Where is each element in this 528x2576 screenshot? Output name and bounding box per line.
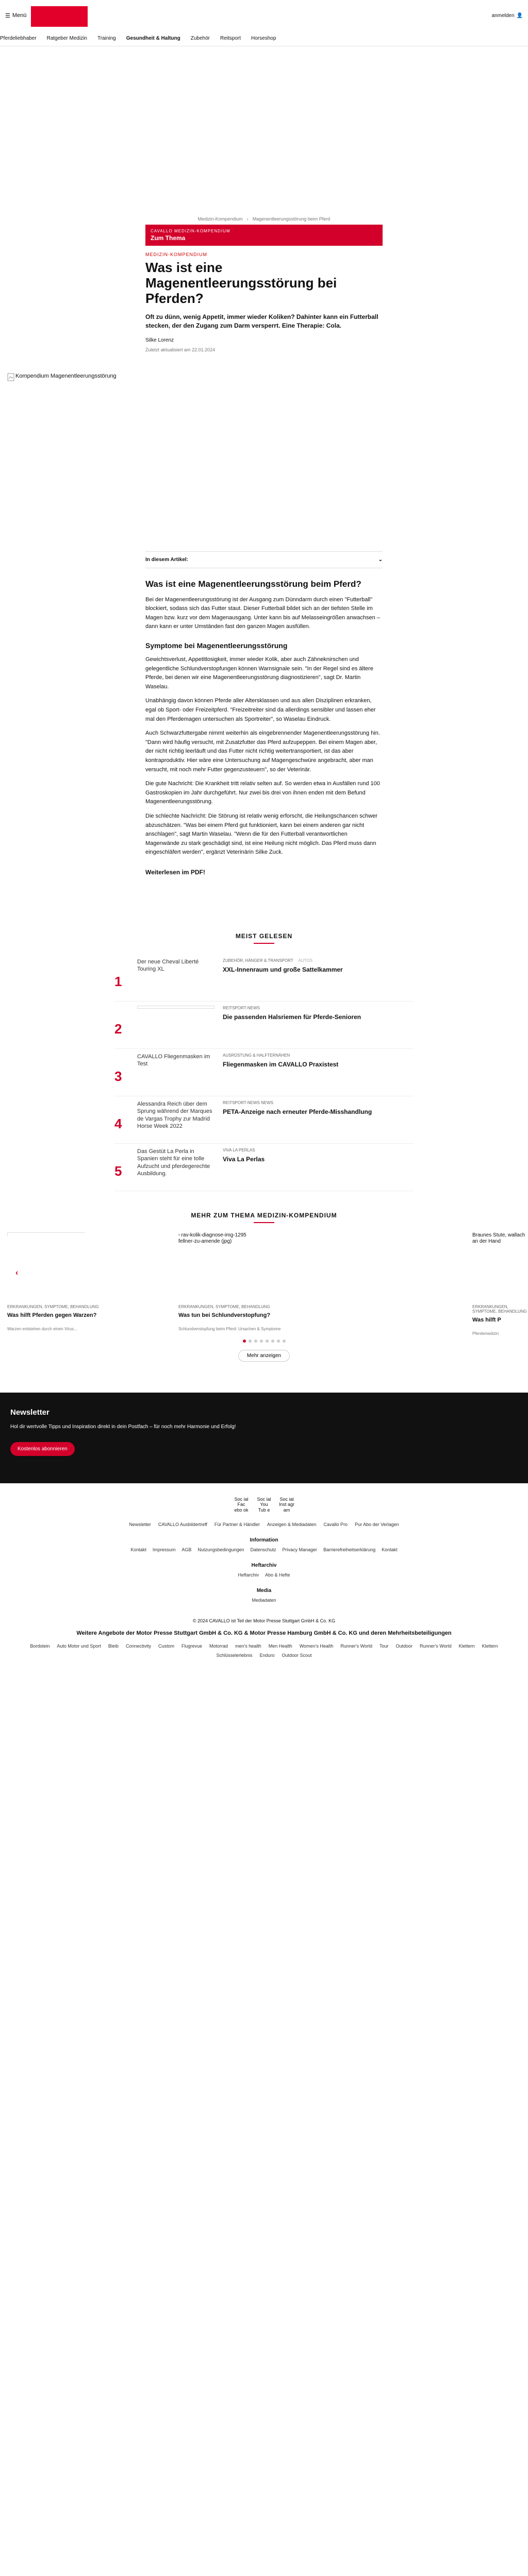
- carousel-image-alt: rav-kolik-diagnose-img-1295 fellner-zu-amende (jpg): [178, 1232, 246, 1245]
- paragraph: Auch Schwarzfuttergabe nimmt weiterhin als eingebrennender Magenentleerungsstörung hin. "Dann wird häufig versucht, mit Zusatzfutter das Pferd aufzupeppen. Bei einem Magen aber, der nicht richtig leerläuft und das Futter nicht richtig weitertransportiert, ist das aber kontraproduktiv. Hier wäre eine Untersuchung auf Magengeschwüre angebracht, aber man versucht, mit noch mehr Futter gegenzusteuern", so der Veterinär.: [145, 730, 380, 773]
- teaser-kicker: [223, 1148, 414, 1153]
- account-area[interactable]: [492, 13, 523, 19]
- brand-link[interactable]: Motorrad: [209, 1643, 228, 1649]
- toc-label: In diesem Artikel:: [145, 557, 188, 563]
- login-label: anmelden: [491, 12, 515, 19]
- card-title: Was hilft Pferden gegen Warzen?: [7, 1312, 97, 1318]
- teaser-image[interactable]: [137, 1053, 214, 1092]
- more-theme-section: [0, 1212, 528, 1362]
- newsletter-subscribe-button[interactable]: Kostenlos abonnieren: [10, 1442, 75, 1456]
- brand-link[interactable]: Bordstein: [30, 1643, 50, 1649]
- teaser-kicker: [223, 1006, 414, 1010]
- brand-link[interactable]: men's health: [235, 1643, 261, 1649]
- main-navigation: [0, 31, 528, 46]
- nav-item[interactable]: Ratgeber Medizin: [46, 36, 87, 41]
- brand-link[interactable]: Custom: [158, 1643, 174, 1649]
- most-read-item[interactable]: [114, 1049, 414, 1096]
- footer-link[interactable]: Impressum: [152, 1547, 176, 1553]
- brand-link[interactable]: Outdoor Scout: [282, 1652, 312, 1658]
- brand-link[interactable]: Men Health: [268, 1643, 292, 1649]
- social-links: [0, 1497, 528, 1513]
- subsection-heading: Symptome bei Magenentleerungsstörung: [145, 641, 288, 650]
- teaser-image[interactable]: [137, 1100, 214, 1139]
- footer-heft-links: [0, 1572, 528, 1578]
- card-subtitle: Pferdemedizin: [472, 1331, 499, 1336]
- carousel-dot[interactable]: [283, 1340, 286, 1343]
- carousel-dot[interactable]: [254, 1340, 257, 1343]
- carousel-card[interactable]: [178, 1304, 333, 1331]
- article-title: Was ist eine Magenentleerungsstörung bei Pferden?: [145, 260, 337, 306]
- teaser-title: PETA-Anzeige nach erneuter Pferde-Misshandlung: [223, 1108, 372, 1115]
- paragraph: Die gute Nachricht: Die Krankheit tritt relativ selten auf. So werden etwa in Ausfällen rund 100 Gastroskopien im Jahr durchgeführt. Nur zwei bis drei von ihnen enden mit dem Befund Magenentleerungsstörung.: [145, 781, 380, 805]
- brand-link[interactable]: Tour: [379, 1643, 389, 1649]
- carousel-dot[interactable]: [277, 1340, 280, 1343]
- carousel-card-image[interactable]: [472, 1232, 528, 1245]
- carousel-image-alt: Braunes Stute, wallach an der Hand: [472, 1232, 525, 1245]
- card-subtitle: Schlundverstopfung beim Pferd: Ursachen & Symptome: [178, 1326, 281, 1331]
- pdf-link[interactable]: Weiterlesen im PDF!: [145, 868, 205, 876]
- publish-date: Zuletzt aktualisiert am 22.01.2024: [145, 347, 216, 353]
- footer-heft-group: [0, 1563, 528, 1578]
- nav-item[interactable]: Reitsport: [220, 36, 241, 41]
- brand-link[interactable]: Outdoor: [395, 1643, 413, 1649]
- card-kicker: ERKRANKUNGEN, SYMPTOME, BEHANDLUNG: [178, 1304, 270, 1309]
- table-of-contents[interactable]: [145, 551, 383, 568]
- teaser-kicker-text: AUSRÜSTUNG & HALFTERNÄHEN: [223, 1053, 290, 1058]
- nav-item[interactable]: Horseshop: [251, 36, 276, 41]
- image-placeholder: [7, 1232, 85, 1236]
- teaser-kicker-text: REITSPORT-NEWS NEWS: [223, 1100, 274, 1105]
- paragraph: Gewichtsverlust, Appetitlosigkeit, immer wieder Kolik, aber auch Zähneknirschen und gelegentliche Schlundverstopfungen können Warnsignale sein. "In der Regel sind es ältere Pferde, bei denen wir eine Magenentleerungsstörung diagnostizieren", sagt Dr. Martin Waselau.: [145, 656, 373, 690]
- nav-item[interactable]: Pferdeliebhaber: [0, 36, 37, 41]
- footer-link[interactable]: Mediadaten: [252, 1598, 276, 1603]
- brand-link[interactable]: Enduro: [259, 1652, 275, 1658]
- rank-number: 3: [114, 1068, 122, 1084]
- brand-link[interactable]: Klettern: [482, 1643, 498, 1649]
- brand-link[interactable]: Schlüsselerlebnis: [216, 1652, 253, 1658]
- teaser-text: [214, 958, 414, 973]
- teaser-image[interactable]: [137, 1006, 214, 1009]
- teaser-kicker: [223, 1100, 414, 1105]
- teaser-text: [214, 1100, 414, 1115]
- footer-link[interactable]: AGB: [182, 1547, 192, 1553]
- carousel-card[interactable]: [472, 1304, 528, 1336]
- user-icon: 👤: [516, 12, 523, 19]
- author-name[interactable]: Silke Lorenz: [145, 337, 174, 344]
- teaser-kicker-text: VIVA LA PERLAS: [223, 1147, 255, 1153]
- footer-link[interactable]: Datenschutz: [250, 1547, 276, 1553]
- footer-link[interactable]: Barrierefreiheitserklärung: [323, 1547, 376, 1553]
- nav-item[interactable]: Gesundheit & Haltung: [126, 36, 180, 41]
- card-title: Was hilft P: [472, 1316, 501, 1323]
- teaser-text: [214, 1053, 414, 1068]
- most-read-item[interactable]: [114, 1096, 414, 1144]
- rank-number: 5: [114, 1163, 122, 1179]
- chevron-down-icon: ⌄: [378, 557, 383, 563]
- teaser-title: Die passenden Halsriemen für Pferde-Senioren: [223, 1013, 361, 1021]
- carousel-dot[interactable]: [266, 1340, 269, 1343]
- banner-theme: Zum Thema: [151, 234, 186, 242]
- teaser-kicker-text: REITSPORT-NEWS: [223, 1005, 260, 1010]
- breadcrumb-item[interactable]: Magenentleerungsstörung beim Pferd: [252, 216, 331, 222]
- teaser-text: [214, 1148, 414, 1163]
- teaser-image-alt: Das Gestüt La Perla in Spanien steht für eine tolle Aufzucht und pferdegerechte Ausbildung.: [137, 1148, 210, 1177]
- social-link[interactable]: [279, 1497, 294, 1513]
- banner-kicker: CAVALLO MEDIZIN-KOMPENDIUM: [151, 229, 230, 233]
- brand-link[interactable]: Connectivity: [125, 1643, 151, 1649]
- card-kicker: ERKRANKUNGEN, SYMPTOME, BEHANDLUNG: [7, 1304, 99, 1309]
- title-underline: [254, 1222, 274, 1223]
- footer-link[interactable]: Für Partner & Händler: [214, 1522, 260, 1528]
- newsletter-description: Hol dir wertvolle Tipps und Inspiration direkt in dein Postfach – für noch mehr Harmonie und Erfolg!: [10, 1423, 236, 1430]
- teaser-image-alt: Der neue Cheval Liberté Touring XL: [137, 958, 199, 973]
- footer: [0, 1522, 528, 1658]
- breadcrumb-item[interactable]: Medizin-Kompendium: [197, 216, 243, 222]
- cavallo-logo[interactable]: [31, 6, 88, 27]
- rank-number: 1: [114, 973, 122, 989]
- card-title: Was tun bei Schlundverstopfung?: [178, 1312, 271, 1318]
- carousel-card-image[interactable]: [7, 1232, 85, 1236]
- social-facebook-icon: Soc ial Fac ebo ok: [234, 1496, 249, 1513]
- broken-image-icon: ▫: [178, 1232, 180, 1238]
- brand-link[interactable]: Women's Health: [299, 1643, 334, 1649]
- teaser-title: Viva La Perlas: [223, 1155, 265, 1163]
- newsletter-section: [0, 1393, 528, 1483]
- nav-item[interactable]: Zubehör: [190, 36, 210, 41]
- footer-link[interactable]: Pur Abo der Verlagen: [355, 1522, 399, 1528]
- card-kicker: ERKRANKUNGEN, SYMPTOME, BEHANDLUNG: [472, 1304, 527, 1314]
- copyright: © 2024 CAVALLO ist Teil der Motor Presse Stuttgart GmbH & Co. KG: [192, 1618, 336, 1624]
- brand-link[interactable]: Runner's World: [340, 1643, 372, 1649]
- brand-link[interactable]: Flugrevue: [181, 1643, 203, 1649]
- paragraph: Bei der Magenentleerungsstörung ist der Ausgang zum Dünndarm durch einen "Futterball" blockiert, sodass sich das Futter staut. Dieser Futterball bildet sich an der tiefsten Stelle im Magen bzw. kurz vor dem Magenausgang. Unter kann bis auf Melasseingrößen anwachsen – dann kann er unter Umständen fast den ganzen Magen ausfüllen.: [145, 596, 380, 630]
- footer-group-heading: Heftarchiv: [251, 1563, 277, 1569]
- teaser-kicker: [223, 958, 414, 963]
- most-read-title: [0, 933, 528, 944]
- carousel-dot[interactable]: [249, 1340, 252, 1343]
- more-theme-title-text: MEHR ZUM THEMA MEDIZIN-KOMPENDIUM: [191, 1211, 337, 1219]
- footer-link[interactable]: CAVALLO Ausbildertreff: [158, 1522, 207, 1528]
- teaser-image[interactable]: [137, 1148, 214, 1187]
- hamburger-icon: ☰: [5, 12, 10, 19]
- section-heading: Was ist eine Magenentleerungsstörung beim Pferd?: [145, 579, 361, 589]
- menu-button[interactable]: [5, 12, 26, 19]
- footer-info-links: [0, 1547, 528, 1552]
- footer-links: [0, 1522, 528, 1527]
- card-subtitle: Warzen entstehen durch einen Virus...: [7, 1326, 77, 1331]
- carousel-prev-icon[interactable]: ‹: [15, 1268, 19, 1277]
- paragraph: Die schlechte Nachricht: Die Störung ist relativ wenig erforscht, die Heilungschancen schwer abzuschätzen. "Was bei einem Pferd gut funktioniert, kann bei einem anderen gar nicht anschlagen", sagt Martin Waselau. "Wenn die für den Futterball verantwortlichen Magenwände zu stark geschädigt sind, ist eine Heilung nicht möglich. Das Pferd muss dann eingeschläfert werden", ergänzt Veterinärin Silke Zuck.: [145, 813, 377, 856]
- article-header: [145, 225, 383, 352]
- most-read-title-text: MEIST GELESEN: [235, 932, 293, 940]
- footer-link[interactable]: Anzeigen & Mediadaten: [267, 1522, 317, 1528]
- footer-group-heading: Information: [250, 1537, 278, 1544]
- footer-link[interactable]: Cavallo Pro: [323, 1522, 348, 1528]
- ad-space: [0, 46, 528, 216]
- theme-banner[interactable]: [145, 225, 383, 246]
- rank-number: 4: [114, 1115, 122, 1131]
- teaser-carousel: [0, 1232, 528, 1335]
- teaser-image-alt: CAVALLO Fliegenmasken im Test: [137, 1053, 210, 1067]
- carousel-dot[interactable]: [243, 1340, 246, 1343]
- more-theme-title: [0, 1212, 528, 1223]
- footer-link[interactable]: Newsletter: [129, 1522, 151, 1528]
- publisher-note: Weitere Angebote der Motor Presse Stuttgart GmbH & Co. KG & Motor Presse Hamburg GmbH & Co. KG und deren Mehrheitsbeteiligungen: [76, 1630, 452, 1637]
- brand-link[interactable]: Klettern: [458, 1643, 475, 1649]
- footer-link[interactable]: Kontakt: [382, 1547, 398, 1553]
- most-read-item[interactable]: [114, 1144, 414, 1191]
- menu-label: Menü: [12, 12, 27, 19]
- footer-group-heading: Media: [256, 1588, 272, 1594]
- footer-info-group: [0, 1537, 528, 1552]
- newsletter-title: Newsletter: [10, 1408, 50, 1417]
- show-more-button[interactable]: Mehr anzeigen: [238, 1350, 290, 1362]
- carousel-card-image[interactable]: [178, 1232, 256, 1245]
- top-bar: [0, 0, 528, 31]
- most-read-section: [0, 933, 528, 1191]
- teaser-title: XXL-Innenraum und große Sattelkammer: [223, 965, 343, 973]
- brand-link[interactable]: Bleib: [108, 1643, 119, 1649]
- broken-image-icon: [7, 373, 14, 381]
- teaser-image-alt: Alessandra Reich über dem Sprung während der Marques de Vargas Trophy zur Madrid Horse Week 2022: [137, 1100, 212, 1129]
- hero-image: [7, 373, 528, 381]
- footer-link[interactable]: Kontakt: [130, 1547, 146, 1553]
- carousel-card[interactable]: [7, 1304, 162, 1331]
- brand-links: [11, 1643, 517, 1658]
- article-kicker: MEDIZIN-KOMPENDIUM: [145, 252, 207, 257]
- footer-link[interactable]: Nutzungsbedingungen: [197, 1547, 244, 1553]
- teaser-title: Fliegenmasken im CAVALLO Praxistest: [223, 1060, 339, 1068]
- footer-link[interactable]: Privacy Manager: [282, 1547, 318, 1553]
- brand-link[interactable]: Runner's World: [420, 1643, 452, 1649]
- social-link[interactable]: [234, 1497, 249, 1513]
- carousel-dot[interactable]: [271, 1340, 274, 1343]
- most-read-item[interactable]: [114, 1002, 414, 1049]
- footer-link[interactable]: Heftarchiv: [238, 1572, 259, 1578]
- nav-item[interactable]: Training: [97, 36, 116, 41]
- most-read-list: [114, 954, 414, 1191]
- social-instagram-icon: Soc ial Inst agr am: [279, 1496, 295, 1513]
- breadcrumb: [0, 216, 528, 222]
- carousel-dots: [0, 1340, 528, 1343]
- paragraph: Unabhängig davon können Pferde aller Altersklassen und aus allen Disziplinen erkranken, egal ob Sport- oder Freizeitpferd. "Freizeitreiter sind da allerdings sensibler und lassen eher mal den Pferdemagen untersuchen als Sportreiter", so Waselau Eindruck.: [145, 698, 376, 722]
- teaser-kicker-text: ZUBEHÖR, HÄNGER & TRANSPORT: [223, 958, 293, 963]
- article-body: [145, 551, 383, 876]
- teaser-text: [214, 1006, 414, 1021]
- social-youtube-icon: Soc ial You Tub e: [257, 1496, 271, 1513]
- rank-number: 2: [114, 1021, 122, 1037]
- footer-link[interactable]: Abo & Hefte: [265, 1572, 290, 1578]
- teaser-kicker: [223, 1053, 414, 1058]
- footer-media-group: [0, 1588, 528, 1603]
- teaser-image[interactable]: [137, 958, 214, 997]
- hero-image-alt: Kompendium Magenentleerungsstörung: [15, 373, 117, 380]
- breadcrumb-separator: ›: [246, 216, 249, 222]
- footer-media-links: [0, 1598, 528, 1603]
- title-underline: [254, 943, 274, 944]
- social-link[interactable]: [256, 1497, 272, 1513]
- most-read-item[interactable]: [114, 954, 414, 1002]
- teaser-tag: AUTOS: [298, 958, 313, 963]
- article-lead: Oft zu dünn, wenig Appetit, immer wieder Koliken? Dahinter kann ein Futterball stecken, der den Zugang zum Darm versperrt. Eine Therapie: Cola.: [145, 313, 378, 330]
- carousel-dot[interactable]: [260, 1340, 263, 1343]
- brand-link[interactable]: Auto Motor und Sport: [57, 1643, 101, 1649]
